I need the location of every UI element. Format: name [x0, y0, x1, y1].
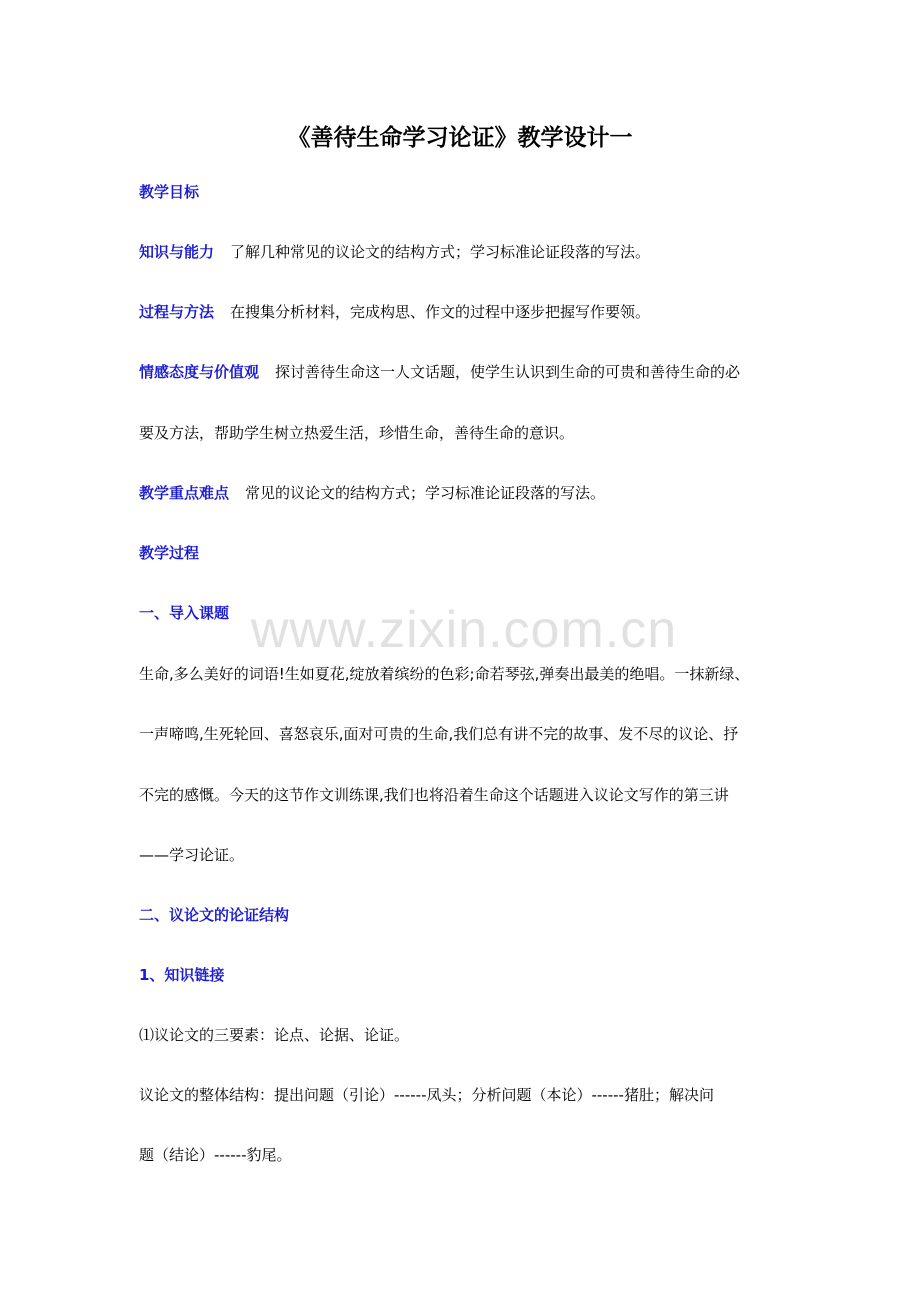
emotion-label: 情感态度与价值观 [139, 363, 260, 381]
intro-line-4: ——学习论证。 [139, 846, 245, 864]
structure-line-1: 议论文的整体结构：提出问题（引论）------凤头；分析问题（本论）------猪肚；解决问 [139, 1086, 714, 1104]
key-points-paragraph [139, 481, 799, 505]
knowledge-paragraph [139, 240, 799, 264]
knowledge-label: 知识与能力 [139, 243, 215, 261]
emotion-text-line-2: 要及方法，帮助学生树立热爱生活，珍惜生命，善待生命的意识。 [139, 424, 575, 442]
process-heading: 教学过程 [139, 544, 200, 562]
process-label: 过程与方法 [139, 303, 215, 321]
watermark: www.zixin.com.cn [250, 601, 678, 659]
goals-heading: 教学目标 [139, 183, 200, 201]
process-text: 在搜集分析材料，完成构思、作文的过程中逐步把握写作要领。 [230, 303, 651, 321]
key-label: 教学重点难点 [139, 484, 230, 502]
intro-line-1: 生命,多么美好的词语!生如夏花,绽放着缤纷的色彩;命若琴弦,弹奏出最美的绝唱。一抹新绿、 [139, 665, 750, 683]
section-2-heading: 二、议论文的论证结构 [139, 906, 290, 924]
structure-line-2: 题（结论）------豹尾。 [139, 1146, 292, 1164]
key-text: 常见的议论文的结构方式；学习标准论证段落的写法。 [245, 484, 606, 502]
elements-line: ⑴议论文的三要素：论点、论据、论证。 [139, 1026, 410, 1044]
process-method-paragraph [139, 300, 799, 324]
intro-line-2: 一声啼鸣,生死轮回、喜怒哀乐,面对可贵的生命,我们总有讲不完的故事、发不尽的议论、抒 [139, 725, 739, 743]
knowledge-text: 了解几种常见的议论文的结构方式；学习标准论证段落的写法。 [230, 243, 651, 261]
subsection-1-heading: 1、知识链接 [139, 966, 225, 984]
emotion-paragraph [139, 360, 799, 384]
document-title: 《善待生命学习论证》教学设计一 [287, 125, 633, 151]
section-1-heading: 一、导入课题 [139, 604, 230, 622]
emotion-text-line-1: 探讨善待生命这一人文话题，使学生认识到生命的可贵和善待生命的必 [275, 363, 741, 381]
intro-line-3: 不完的感慨。今天的这节作文训练课,我们也将沿着生命这个话题进入议论文写作的第三讲 [139, 786, 729, 804]
